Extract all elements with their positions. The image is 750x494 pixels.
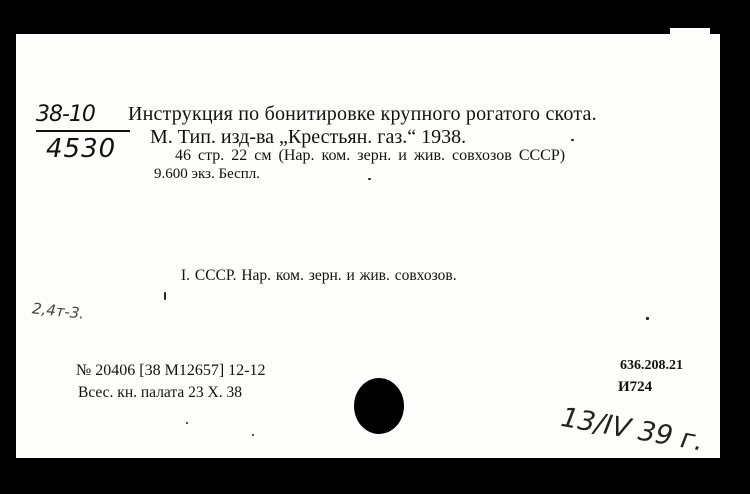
punch-hole: [354, 378, 404, 434]
title-line: Инструкция по бонитировке крупного рогатого скота.: [128, 103, 597, 125]
speck: [571, 139, 574, 141]
speck: [186, 422, 188, 424]
subject-entry: I. СССР. Нар. ком. зерн. и жив. совхозов.: [181, 267, 457, 284]
speck: [368, 178, 371, 180]
speck: [164, 292, 166, 300]
margin-note: 2,4т-3.: [31, 299, 86, 323]
price-line: 9.600 экз. Беспл.: [154, 166, 261, 182]
catalog-card: [16, 34, 720, 458]
chamber-line: Всес. кн. палата 23 X. 38: [78, 384, 242, 401]
classification-number: 636.208.21: [620, 358, 683, 373]
speck: [646, 317, 649, 320]
speck: [252, 434, 254, 436]
handwritten-date: 13/IV 39 г.: [558, 402, 706, 458]
author-mark: И724: [618, 379, 653, 395]
record-number: № 20406 [38 M12657] 12-12: [76, 362, 266, 379]
call-number-divider: [36, 130, 130, 132]
call-number-top: 38-10: [36, 102, 95, 127]
call-number-bottom: 4530: [46, 134, 117, 164]
collation-line: 46 стр. 22 см (Нар. ком. зерн. и жив. совхозов СССР): [175, 147, 566, 164]
imprint-line: М. Тип. изд-ва „Крестьян. газ.“ 1938.: [150, 126, 467, 148]
